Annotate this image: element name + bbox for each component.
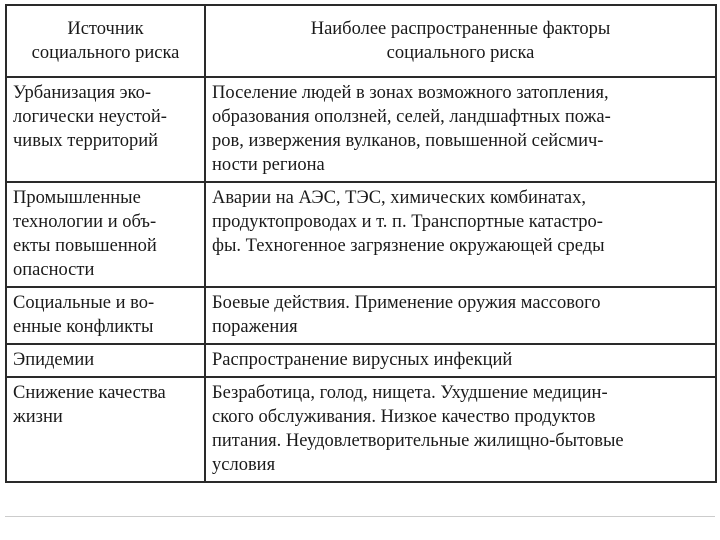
factors-line: фы. Техногенное загрязнение окружающей среды	[212, 236, 605, 256]
factors-line: Боевые действия. Применение оружия массового	[212, 293, 601, 313]
header-source	[6, 5, 205, 77]
header-factors-line: социального риска	[386, 42, 535, 63]
factors-cell	[205, 182, 716, 287]
factors-line: Аварии на АЭС, ТЭС, химических комбинатах,	[212, 188, 586, 208]
source-line: технологии и объ-	[13, 212, 157, 232]
factors-cell	[205, 377, 716, 482]
factors-cell	[205, 287, 716, 344]
social-risk-table	[5, 4, 717, 483]
header-source-line: Источник	[67, 18, 144, 39]
source-line: енные конфликты	[13, 317, 154, 337]
factors-line: ности региона	[212, 155, 325, 175]
header-factors	[205, 5, 716, 77]
factors-line: Безработица, голод, нищета. Ухудшение медицин-	[212, 383, 608, 403]
table-row	[6, 287, 716, 344]
factors-line: Распространение вирусных инфекций	[212, 350, 513, 370]
factors-line: Поселение людей в зонах возможного затопления,	[212, 83, 609, 103]
factors-cell	[205, 77, 716, 182]
source-line: опасности	[13, 260, 95, 280]
factors-line: условия	[212, 455, 276, 475]
page-bottom-rule	[5, 516, 715, 517]
source-line: Эпидемии	[13, 350, 95, 370]
source-line: Промышленные	[13, 188, 141, 208]
source-line: екты повышенной	[13, 236, 157, 256]
factors-line: ского обслуживания. Низкое качество продуктов	[212, 407, 596, 427]
source-line: чивых территорий	[13, 131, 159, 151]
source-line: жизни	[13, 407, 63, 427]
factors-line: образования оползней, селей, ландшафтных пожа-	[212, 107, 611, 127]
factors-line: поражения	[212, 317, 298, 337]
table-row	[6, 344, 716, 377]
source-line: Снижение качества	[13, 383, 166, 403]
source-cell	[6, 377, 205, 482]
header-source-line: социального риска	[31, 42, 180, 63]
source-cell	[6, 77, 205, 182]
source-cell	[6, 182, 205, 287]
source-cell	[6, 344, 205, 377]
table-row	[6, 77, 716, 182]
source-line: Социальные и во-	[13, 293, 155, 313]
factors-line: ров, извержения вулканов, повышенной сейсмич-	[212, 131, 604, 151]
source-line: Урбанизация эко-	[13, 83, 152, 103]
table-row	[6, 377, 716, 482]
factors-line: продуктопроводах и т. п. Транспортные катастро-	[212, 212, 603, 232]
table-header-row	[6, 5, 716, 77]
header-factors-line: Наиболее распространенные факторы	[310, 18, 611, 39]
source-cell	[6, 287, 205, 344]
factors-cell	[205, 344, 716, 377]
table-row	[6, 182, 716, 287]
source-line: логически неустой-	[13, 107, 167, 127]
factors-line: питания. Неудовлетворительные жилищно-бытовые	[212, 431, 624, 451]
